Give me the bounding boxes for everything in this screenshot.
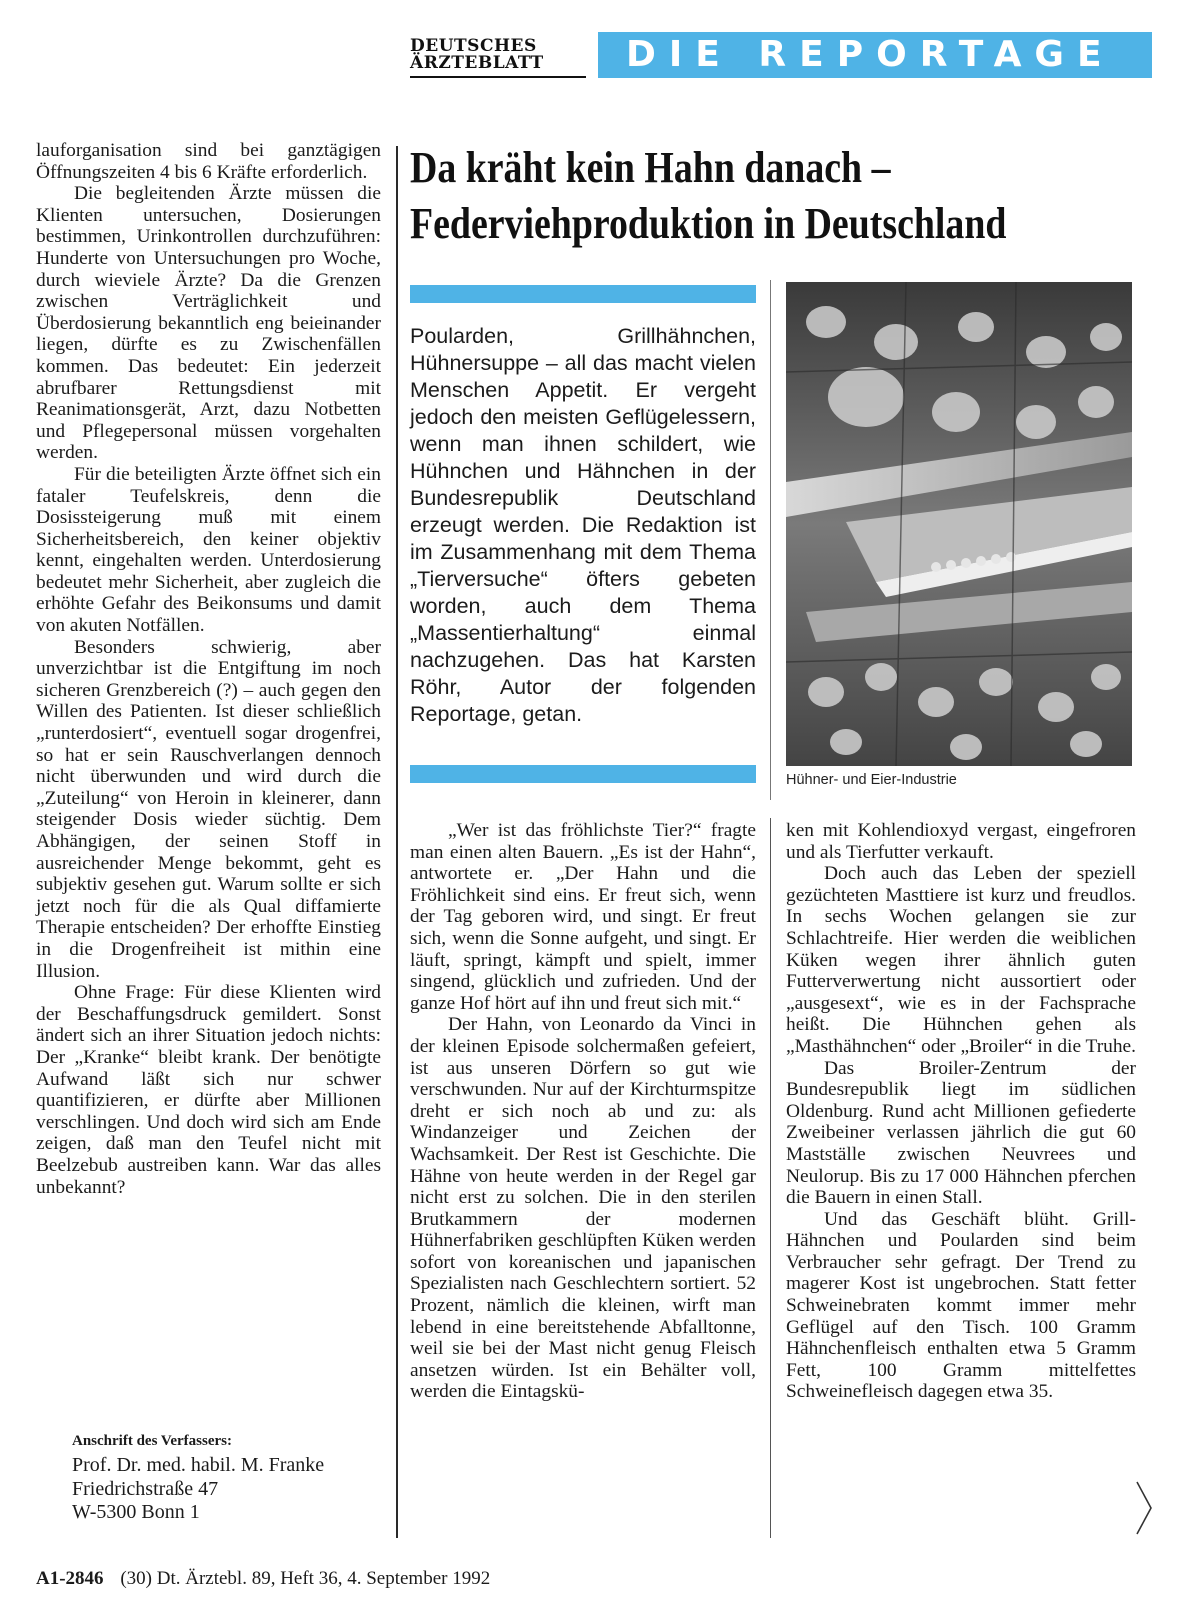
page-footer — [36, 1568, 490, 1590]
masthead-line-2: ÄRZTEBLATT — [410, 53, 544, 73]
lede-bottom-bar — [410, 765, 756, 783]
section-banner: DIE REPORTAGE — [598, 32, 1152, 78]
address-line-3: W-5300 Bonn 1 — [72, 1501, 200, 1523]
right-column — [786, 820, 1136, 1403]
address-line-1: Prof. Dr. med. habil. M. Franke — [72, 1454, 325, 1476]
left-column — [36, 140, 381, 1198]
title-line-1: Da kräht kein Hahn danach – — [410, 143, 891, 192]
page-number: A1-2846 — [36, 1568, 104, 1589]
column-divider-right — [770, 818, 771, 1538]
right-paragraph-2: Doch auch das Leben der speziell gezüchteten Masttiere ist kurz und freudlos. In sechs Wochen gelangen sie zur Schlachtreife. Hier werden die weiblichen Küken wegen ihrer ähnlich guten Futterverwertung nicht aussortiert oder „ausgesext“, wie es in der Fachsprache heißt. Die Hühnchen gehen als „Masthähnchen“ oder „Broiler“ in die Truhe. — [786, 863, 1137, 1057]
mid-paragraph-1: „Wer ist das fröhlichste Tier?“ fragte man einen alten Bauern. „Es ist der Hahn“, antwortete er. „Der Hahn und die Fröhlichkeit sind eins. Er freut sich, wenn der Tag geboren wird, und singt. Er freut sich, wenn die Sonne aufgeht, und singt. Er läuft, springt, kämpft und spielt, immer singend, glücklich und zufrieden. Und der ganze Hof hört auf ihn und freut sich mit.“ — [410, 820, 756, 1014]
left-paragraph-4: Besonders schwierig, aber unverzichtbar ist die Entgiftung im noch sicheren Grenzbereich (?) – auch gegen den Willen des Patienten. Ist dieser schließlich „runterdosiert“, eventuell sogar drogenfrei, so hat er sein Rauschverlangen dennoch nicht überwunden und wird durch die „Zuteilung“ von Heroin in kleinerer, dann steigender Dosis wieder süchtig. Dem Abhängigen, der seinen Stoff in ausreichender Menge bekommt, geht es subjektiv gesehen gut. Warum sollte er sich jetzt noch für die als Qual diffamierte Therapie entscheiden? Der erhoffte Einstieg in die Drogenfreiheit ist mithin eine Illusion. — [36, 636, 381, 982]
lede-top-bar — [410, 285, 756, 303]
chicken-cages-image — [786, 282, 1132, 766]
masthead-line-1: DEUTSCHES — [410, 36, 537, 56]
left-paragraph-2: Die begleitenden Ärzte müssen die Klienten untersuchen, Dosierungen bestimmen, Urinkontrollen durchzuführen: Hunderte von Untersuchungen pro Woche, durch wieviele Ärzte? Da die Grenzen zwischen Verträglichkeit und Überdosierung bekanntlich eng beieinander liegen, dürfte es zu Zwischenfällen kommen. Das bedeutet: Ein jederzeit abrufbarer Rettungsdienst mit Reanimationsgerät, Arzt, dazu Notbetten und Pflegepersonal müssen vorgehalten werden. — [36, 183, 381, 464]
footer-citation: (30) Dt. Ärztebl. 89, Heft 36, 4. September 1992 — [120, 1568, 491, 1589]
address-label: Anschrift des Verfassers: — [72, 1433, 232, 1449]
address-line-2: Friedrichstraße 47 — [72, 1477, 219, 1500]
left-paragraph-1: lauforganisation sind bei ganztägigen Öffnungszeiten 4 bis 6 Kräfte erforderlich. — [36, 140, 381, 183]
photo-caption: Hühner- und Eier-Industrie — [786, 772, 957, 788]
author-address — [72, 1454, 324, 1525]
continue-arrow-icon — [1134, 1480, 1154, 1536]
column-divider-photo — [770, 280, 771, 800]
left-paragraph-3: Für die beteiligten Ärzte öffnet sich ein fataler Teufelskreis, denn die Dosissteigerung muß mit einem Sicherheitsbereich, den keiner objektiv kennt, eingehalten werden. Unterdosierung bedeutet mehr Sicherheit, aber zugleich die erhöhte Gefahr des Beikonsums und damit von akuten Notfällen. — [36, 463, 381, 637]
article-lede: Poularden, Grillhähnchen, Hühnersuppe – all das macht vielen Menschen Appetit. Er vergeht jedoch den meisten Geflügelessern, wenn man ihnen schildert, wie Hühnchen und Hähnchen in der Bundesrepublik Deutschland erzeugt werden. Die Redaktion ist im Zusammenhang mit dem Thema „Tierversuche“ öfters gebeten worden, auch dem Thema „Massentierhaltung“ einmal nachzugehen. Das hat Karsten Röhr, Autor der folgenden Reportage, getan. — [410, 324, 756, 726]
poultry-photo — [786, 282, 1132, 766]
masthead-logo — [410, 38, 586, 72]
column-divider-left — [396, 146, 398, 1538]
right-paragraph-3: Das Broiler-Zentrum der Bundesrepublik liegt im südlichen Oldenburg. Rund acht Millionen gefiederte Zweibeiner verlassen jährlich die gut 60 Mastställe zwischen Neuvrees und Neulorup. Bis zu 17 000 Hähnchen pferchen die Bauern in einen Stall. — [786, 1057, 1136, 1209]
left-paragraph-5: Ohne Frage: Für diese Klienten wird der Beschaffungsdruck gemildert. Sonst ändert sich an ihrer Situation jedoch nichts: Der „Kranke“ bleibt krank. Der benötigte Aufwand läßt sich nur schwer quantifizieren, er dürfte aber Millionen verschlingen. Und doch wird sich am Ende zeigen, daß man den Teufel nicht mit Beelzebub austreiben kann. War das alles unbekannt? — [36, 982, 381, 1198]
masthead-rule — [410, 76, 586, 78]
right-paragraph-1: ken mit Kohlendioxyd vergast, eingefroren und als Tierfutter verkauft. — [786, 820, 1136, 863]
middle-column — [410, 820, 756, 1403]
article-title — [410, 140, 1046, 252]
mid-paragraph-2: Der Hahn, von Leonardo da Vinci in der kleinen Episode solchermaßen gefeiert, ist aus unseren Dörfern so gut wie verschwunden. Nur auf der Kirchturmspitze dreht er sich noch ab und zu: als Windanzeiger und Zeichen der Wachsamkeit. Der Rest ist Geschichte. Die Hähne von heute werden in der Regel gar nicht erst zu solchen. Die in den sterilen Brutkammern der modernen Hühnerfabriken geschlüpften Küken werden sofort von koreanischen und japanischen Spezialisten nach Geschlechtern sortiert. 52 Prozent, nämlich die kleinen, wirft man lebend in eine bereitstehende Abfalltonne, weil sie bei der Mast nicht genug Fleisch ansetzen würden. Ist ein Behälter voll, werden die Eintagskü- — [410, 1014, 756, 1403]
right-paragraph-4: Und das Geschäft blüht. Grill-Hähnchen und Poularden sind beim Verbraucher sehr gefragt. Der Trend zu magerer Kost ist ungebrochen. Statt fetter Schweinebraten kommt immer mehr Geflügel auf den Tisch. 100 Gramm Hähnchenfleisch enthalten etwa 5 Gramm Fett, 100 Gramm mittelfettes Schweinefleisch dagegen etwa 35. — [786, 1208, 1136, 1403]
title-line-2: Federviehproduktion in Deutschland — [410, 199, 1007, 248]
